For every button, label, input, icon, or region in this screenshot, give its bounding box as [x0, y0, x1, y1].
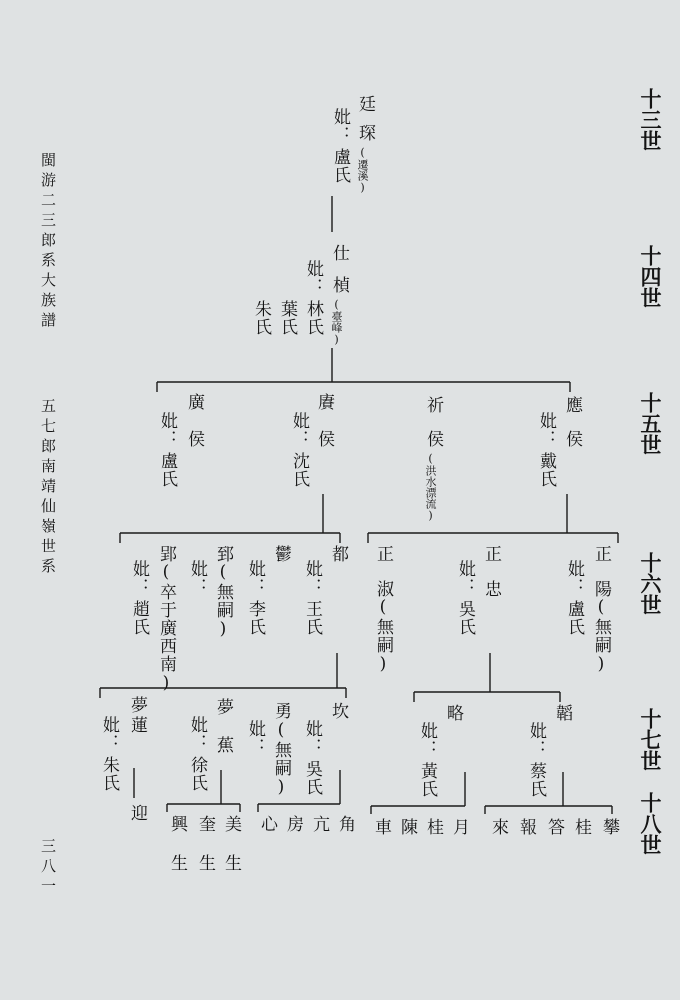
gen16-zheng-yang-name: 正 [591, 545, 611, 563]
gen15-qi-name: 祈 [423, 396, 443, 414]
gen17-meng-lian-name2: 蓮 [127, 716, 147, 734]
gen18-name: 車 [371, 818, 391, 836]
gen15-ying-name2: 侯 [562, 430, 582, 448]
generation-label-18: 十八世 [638, 792, 663, 855]
gen16-du-name: 都 [328, 545, 348, 563]
gen14-name2: 楨 [329, 276, 349, 294]
gen16-yu-name: 鬱 [271, 545, 291, 563]
gen17-meng-jiao-name: 夢 [213, 698, 233, 716]
gen16-zheng-yang-name2: 陽 [591, 580, 611, 598]
gen16-zheng-zhong-prefix: 妣： [455, 560, 475, 596]
gen16-du-spouse: 王氏 [302, 600, 322, 636]
gen14-spouse-prefix: 妣： [303, 260, 323, 296]
gen18-name: 報 [516, 818, 536, 836]
gen13-name2: 琛 [355, 124, 375, 142]
gen15-guang-name: 廣 [184, 393, 204, 411]
gen18-name: 來 [488, 818, 508, 836]
gen16-ying-spouse: 趙氏 [129, 600, 149, 636]
gen16-zheng-zhong-spouse: 吳氏 [455, 600, 475, 636]
gen18-name: 攀 [599, 818, 619, 836]
gen18-name: 答 [544, 818, 564, 836]
gen17-tao-spouse: 蔡氏 [526, 762, 546, 798]
gen16-zhi-prefix: 妣： [187, 560, 207, 596]
gen16-du-prefix: 妣： [302, 560, 322, 596]
gen16-ying-note: (卒于廣西南) [156, 562, 176, 694]
gen18-name: 角 [335, 815, 355, 833]
gen18-name: 月 [449, 818, 469, 836]
gen17-lue-prefix: 妣： [417, 722, 437, 758]
gen18-name: 亢 [309, 815, 329, 833]
gen18-name: 美 [221, 815, 241, 833]
gen17-kan-prefix: 妣： [302, 720, 322, 756]
gen17-yong-note: (無嗣) [271, 720, 291, 798]
generation-label-16: 十六世 [638, 552, 663, 615]
gen17-meng-jiao-prefix: 妣： [187, 716, 207, 752]
gen17-meng-lian-name: 夢 [127, 696, 147, 714]
gen17-meng-jiao-name2: 蕉 [213, 736, 233, 754]
gen14-note: (臺峰) [330, 298, 343, 346]
gen15-guang-spouse: 盧氏 [157, 452, 177, 488]
gen16-ying-prefix: 妣： [129, 560, 149, 596]
gen18-name: 興 [167, 815, 187, 833]
gen17-kan-name: 坎 [328, 702, 348, 720]
book-title: 閩游二三郎系大族譜 [39, 152, 57, 332]
page-number: 三八一 [39, 838, 57, 898]
section-title: 五七郎南靖仙嶺世系 [39, 398, 57, 578]
gen14-name: 仕 [329, 244, 349, 262]
generation-label-14: 十四世 [638, 245, 663, 308]
generation-label-15: 十五世 [638, 392, 663, 455]
gen18-name: 桂 [571, 818, 591, 836]
gen18-name: 迎 [127, 804, 147, 822]
gen18-name: 陳 [397, 818, 417, 836]
gen17-yong-prefix: 妣： [245, 720, 265, 756]
gen17-meng-lian-spouse: 朱氏 [99, 756, 119, 792]
gen17-yong-name: 勇 [271, 702, 291, 720]
gen15-geng-prefix: 妣： [289, 412, 309, 448]
gen18-name: 桂 [423, 818, 443, 836]
gen17-tao-name: 韜 [552, 704, 572, 722]
gen15-geng-spouse: 沈氏 [289, 452, 309, 488]
gen18-name: 奎 [195, 815, 215, 833]
gen14-spouse: 林氏 [303, 300, 323, 336]
gen15-guang-prefix: 妣： [157, 412, 177, 448]
gen17-tao-prefix: 妣： [526, 722, 546, 758]
gen18-name: 心 [257, 815, 277, 833]
gen15-geng-name: 賡 [314, 393, 334, 411]
gen16-zheng-zhong-name: 正 [481, 545, 501, 563]
gen16-ying-name: 郢 [156, 545, 176, 563]
gen17-lue-name: 略 [443, 704, 463, 722]
gen16-zheng-zhong-name2: 忠 [481, 580, 501, 598]
gen14-spouse3: 朱氏 [251, 300, 271, 336]
gen18-name-second: 生 [221, 854, 241, 872]
gen16-yu-spouse: 李氏 [245, 600, 265, 636]
gen17-lue-spouse: 黃氏 [417, 762, 437, 798]
generation-label-13: 十三世 [638, 88, 663, 151]
gen15-ying-name: 應 [562, 396, 582, 414]
gen13-spouse-prefix: 妣： [330, 108, 350, 144]
generation-label-17: 十七世 [638, 708, 663, 771]
gen16-yu-prefix: 妣： [245, 560, 265, 596]
gen16-zhi-name: 郅 [213, 545, 233, 563]
gen13-note: (遷溪) [356, 146, 369, 194]
gen16-zheng-shu-note: (無嗣) [373, 597, 393, 675]
gen14-spouse2: 葉氏 [277, 300, 297, 336]
gen17-meng-jiao-spouse: 徐氏 [187, 756, 207, 792]
gen16-zheng-yang-spouse: 盧氏 [564, 600, 584, 636]
gen15-ying-prefix: 妣： [536, 412, 556, 448]
gen13-name: 廷 [355, 95, 375, 113]
gen13-spouse: 盧氏 [330, 148, 350, 184]
gen15-ying-spouse: 戴氏 [536, 452, 556, 488]
gen16-zheng-yang-note: (無嗣) [591, 597, 611, 675]
gen18-name: 房 [283, 815, 303, 833]
gen17-meng-lian-prefix: 妣： [99, 716, 119, 752]
gen15-geng-name2: 侯 [314, 430, 334, 448]
gen18-name-second: 生 [167, 854, 187, 872]
gen18-name-second: 生 [195, 854, 215, 872]
gen15-qi-note: (洪水漂流) [424, 452, 437, 522]
gen15-qi-name2: 侯 [423, 430, 443, 448]
gen15-guang-name2: 侯 [184, 430, 204, 448]
gen16-zheng-yang-prefix: 妣： [564, 560, 584, 596]
gen17-kan-spouse: 吳氏 [302, 760, 322, 796]
gen16-zheng-shu-name: 正 [373, 545, 393, 563]
gen16-zhi-note: (無嗣) [213, 562, 233, 640]
gen16-zheng-shu-name2: 淑 [373, 580, 393, 598]
